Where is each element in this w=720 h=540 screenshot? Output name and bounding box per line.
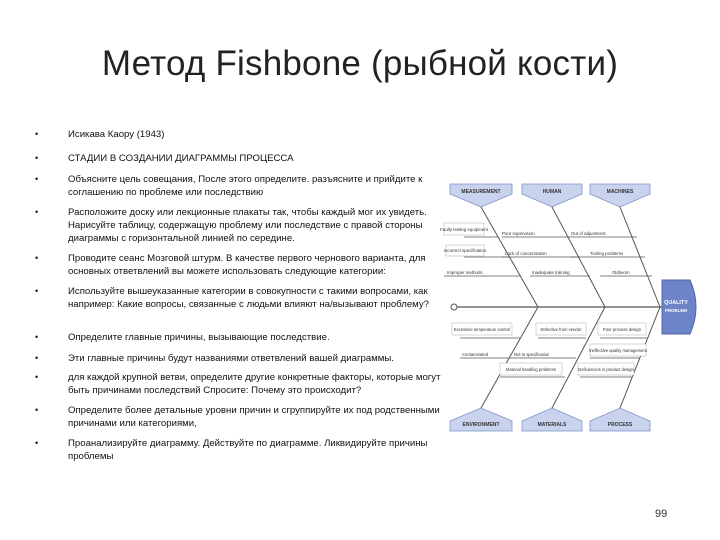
- cause-label: Lack of concentration: [505, 251, 547, 256]
- bullet-text: СТАДИИ В СОЗДАНИИ ДИАГРАММЫ ПРОЦЕССА: [68, 153, 294, 164]
- bullet-icon: •: [35, 372, 39, 382]
- cause-label: Tooling problems: [590, 251, 624, 256]
- page-number: 99: [655, 508, 668, 520]
- cause-label: Poor supervision: [502, 231, 535, 236]
- bottom-category-environment: [450, 408, 512, 431]
- slide-title: Метод Fishbone (рыбной кости): [101, 44, 619, 83]
- cause-label: Incorrect specification: [443, 248, 487, 253]
- category-label: ENVIRONMENT: [462, 422, 500, 428]
- head-label-2: PROBLEM: [665, 308, 687, 313]
- bullet-text: Проводите сеанс Мозговой штурм. В качестве первого чернового варианта, для основных ответвлений вы можете использовать следующие категории:: [68, 253, 426, 277]
- cause-label: Defective from vendor: [540, 327, 582, 332]
- category-label: MEASUREMENT: [461, 189, 501, 195]
- top-category-measurement: [450, 184, 512, 207]
- bullet-icon: •: [35, 207, 39, 217]
- cause-label: Ineffective quality management: [589, 348, 647, 353]
- spine-tail: [451, 304, 457, 310]
- cause-label: Faulty testing equipment: [440, 227, 488, 232]
- bottom-category-materials: [522, 408, 582, 431]
- bottom-category-process: [590, 408, 650, 431]
- top-category-human: [522, 184, 582, 207]
- category-label: HUMAN: [542, 189, 562, 195]
- bullet-text: Расположите доску или лекционные плакаты так, чтобы каждый мог их увидеть. Нарисуйте таблицу, содержащую проблему или последствие с правой стороны диаграммы с горизонтальной линией по середине.: [68, 207, 427, 244]
- bullet-icon: •: [35, 253, 39, 263]
- bullet-icon: •: [35, 332, 39, 342]
- bullet-icon: •: [35, 438, 39, 448]
- category-label: MATERIALS: [537, 422, 567, 428]
- top-category-machines: [590, 184, 650, 207]
- bullet-icon: •: [35, 174, 39, 184]
- bullet-text: Объясните цель совещания, После этого определите. разъясните и прийдите к соглашению по проблеме или последствию: [68, 174, 423, 198]
- cause-label: Out of adjustment: [571, 231, 606, 236]
- cause-label: Material handling problems: [505, 367, 557, 372]
- cause-label: Improper methods: [447, 270, 483, 275]
- cause-label: Poor process design: [602, 327, 642, 332]
- bullet-text: Проанализируйте диаграмму. Действуйте по диаграмме. Ликвидируйте причины проблемы: [68, 438, 428, 462]
- cause-label: Deficiencies in product design: [578, 367, 634, 372]
- bullet-text: Определите главные причины, вызывающие последствие.: [68, 332, 330, 343]
- quality-problem-head: [662, 280, 696, 334]
- bullet-text: для каждой крупной ветви, определите другие конкретные факторы, которые могут быть причинами последствий Спросите: Почему это происходит?: [68, 372, 441, 396]
- bullet-icon: •: [35, 153, 39, 163]
- bullet-text: Исикава Каору (1943): [68, 129, 165, 140]
- cause-label: Excessive temperature control: [453, 327, 511, 332]
- bullet-icon: •: [35, 405, 39, 415]
- bullet-icon: •: [35, 129, 39, 139]
- bullet-text: Используйте вышеуказанные категории в совокупности с такими вопросами, как например: Какие вопросы, связанные с людьми влияют на/вызывают проблему?: [68, 286, 430, 310]
- category-label: MACHINES: [606, 189, 634, 195]
- fishbone-diagram: [440, 175, 710, 440]
- cause-label: Inadequate training: [532, 270, 570, 275]
- bullet-icon: •: [35, 353, 39, 363]
- causes-bottom: [452, 323, 648, 375]
- cause-label: Not to specification: [514, 352, 550, 357]
- cause-label: Contaminated: [462, 352, 489, 357]
- bullet-text: Определите более детальные уровни причин и сгруппируйте их под родственными причинами или категориями,: [68, 405, 440, 429]
- bullet-text: Эти главные причины будут названиями ответвлений вашей диаграммы.: [68, 353, 394, 364]
- head-label-1: QUALITY: [664, 300, 688, 306]
- bullet-icon: •: [35, 286, 39, 296]
- causes-top: [440, 223, 630, 275]
- cause-label: Old/worn: [612, 270, 630, 275]
- category-label: PROCESS: [607, 422, 633, 428]
